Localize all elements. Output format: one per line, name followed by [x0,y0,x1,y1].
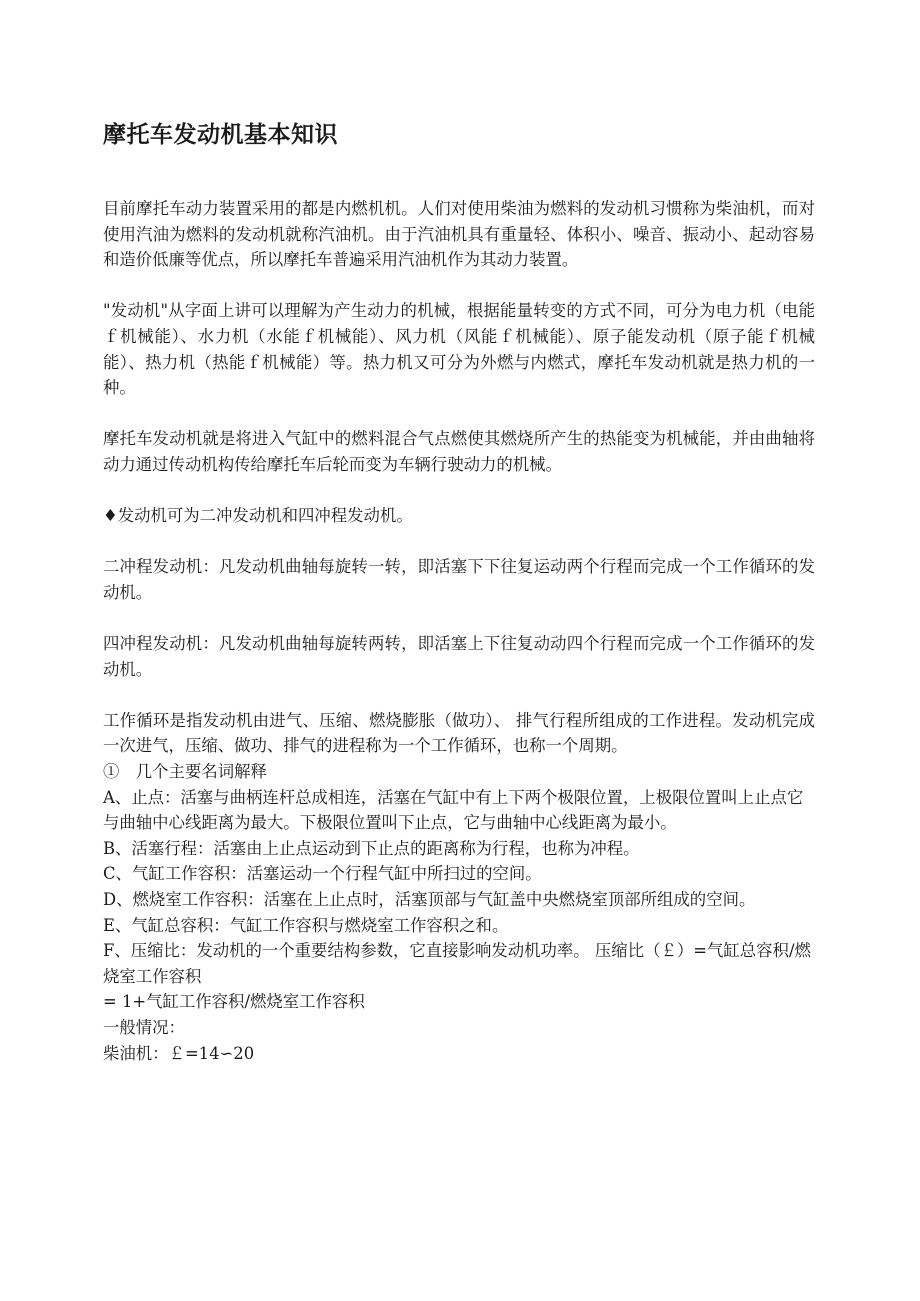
term-cylinder-volume: C、气缸工作容积：活塞运动一个行程气缸中所扫过的空间。 [103,864,542,884]
term-total-cylinder-volume: E、气缸总容积：气缸工作容积与燃烧室工作容积之和。 [103,915,509,935]
paragraph-four-stroke: 四冲程发动机：凡发动机曲轴每旋转两转，即活塞上下往复动动四个行程而完成一个工作循环的发动机。 [103,634,815,679]
document-title: 摩托车发动机基本知识 [103,122,338,148]
paragraph-work-cycle: 工作循环是指发动机由进气、压缩、燃烧膨胀（做功）、 排气行程所组成的工作进程。发动机完成一次进气，压缩、做功、排气的进程称为一个工作循环，也称一个周期。 [103,710,815,756]
term-piston-stroke: B、活塞行程：活塞由上止点运动到下止点的距离称为行程，也称为冲程。 [103,838,640,858]
general-case-label: 一般情况： [103,1018,185,1037]
term-combustion-chamber-volume: D、燃烧室工作容积：活塞在上止点时，活塞顶部与气缸盖中央燃烧室顶部所组成的空间。 [103,890,756,910]
paragraph-intro: 目前摩托车动力装置采用的都是内燃机机。人们对使用柴油为燃料的发动机习惯称为柴油机，而对使用汽油为燃料的发动机就称汽油机。由于汽油机具有重量轻、体积小、噪音、振动小、起动容易和造价低廉等优点，所以摩托车普遍采用汽油机作为其动力装置。 [103,199,815,270]
paragraph-two-stroke: 二冲程发动机：凡发动机曲轴每旋转一转，即活塞下下往复运动两个行程而完成一个工作循环的发动机。 [103,557,815,602]
paragraph-motorcycle-engine: 摩托车发动机就是将进入气缸中的燃料混合气点燃使其燃烧所产生的热能变为机械能，并由曲轴将动力通过传动机构传给摩托车后轮而变为车辆行驶动力的机械。 [103,429,815,474]
compression-ratio-formula: = 1+气缸工作容积/燃烧室工作容积 [103,992,365,1012]
paragraph-engine-types: ♦发动机可为二冲发动机和四冲程发动机。 [103,506,413,526]
document-page [103,118,815,1066]
diesel-ratio-value: 柴油机：￡=14∽20 [103,1043,255,1063]
term-compression-ratio: F、压缩比：发动机的一个重要结构参数，它直接影响发动机功率。 压缩比（￡）=气缸总容积/燃烧室工作容积 [103,941,811,986]
term-dead-center: A、止点：活塞与曲柄连杆总成相连，活塞在气缸中有上下两个极限位置，上极限位置叫上止点它与曲轴中心线距离为最大。下极限位置叫下止点，它与曲轴中心线距离为最小。 [103,787,804,833]
terms-heading: ① 几个主要名词解释 [103,762,267,782]
paragraph-engine-definition: "发动机"从字面上讲可以理解为产生动力的机械，根据能量转变的方式不同，可分为电力机（电能ｆ机械能）、水力机（水能ｆ机械能）、风力机（风能ｆ机械能）、原子能发动机（原子能ｆ机械能）、热力机（热能ｆ机械能）等。热力机又可分为外燃与内燃式，摩托车发动机就是热力机的一种。 [103,301,815,398]
